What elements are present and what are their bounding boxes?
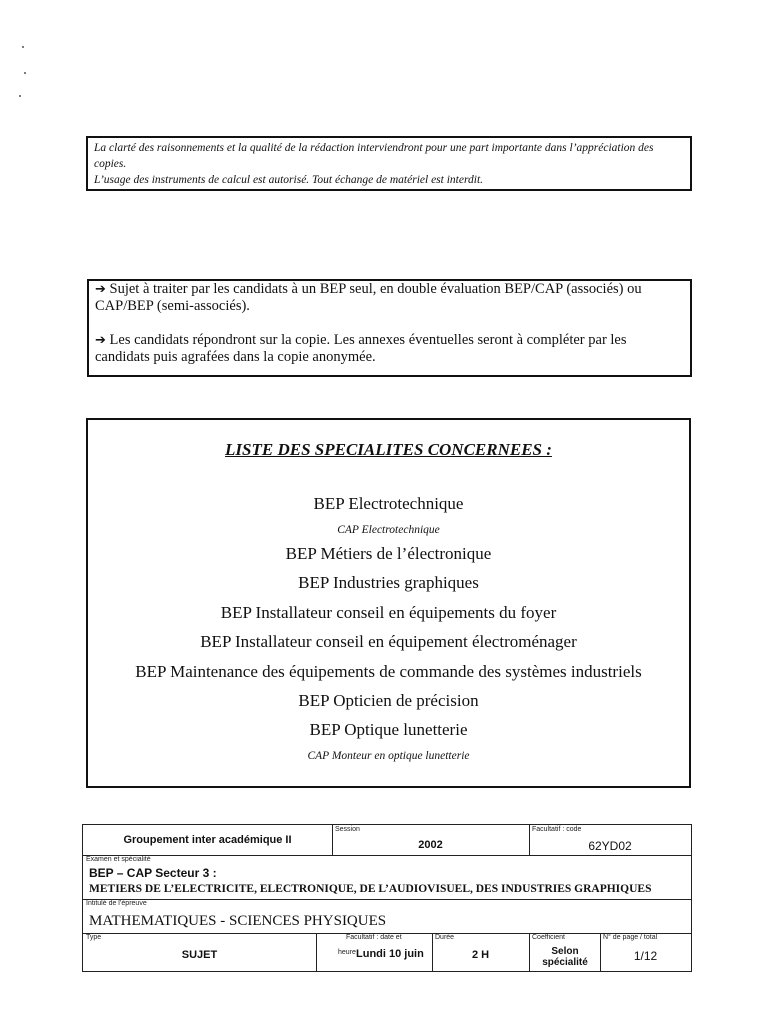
arrow-right-icon: ➔ (95, 282, 106, 297)
specialty-item: BEP Installateur conseil en équipement électroménager (200, 632, 577, 651)
date-label: Facultatif : date et (346, 934, 402, 941)
instructions-box (87, 279, 692, 377)
specialties-title: LISTE DES SPECIALITES CONCERNEES : (225, 440, 552, 459)
date-value: Lundi 10 juin (356, 948, 424, 960)
duree-value: 2 H (471, 949, 490, 961)
instruction-item-2 (95, 332, 684, 366)
specialty-item: BEP Opticien de précision (298, 691, 479, 710)
session-label: Session (335, 826, 360, 833)
exam-header-table (82, 824, 692, 972)
specialty-item: BEP Métiers de l’électronique (285, 544, 492, 563)
specialty-item: BEP Maintenance des équipements de commande des systèmes industriels (135, 662, 642, 681)
instruction-text-1: Sujet à traiter par les candidats à un BEP seul, en double évaluation BEP/CAP (associés) ou CAP/BEP (semi-associés). (95, 281, 642, 314)
specialty-item: BEP Electrotechnique (313, 494, 464, 513)
examen-line-2: METIERS DE L’ELECTRICITE, ELECTRONIQUE, DE L’AUDIOVISUEL, DES INDUSTRIES GRAPHIQUES (89, 883, 652, 895)
coefficient-value: Selon spécialité (542, 946, 588, 968)
rules-box (86, 136, 692, 191)
scan-speck (24, 72, 26, 74)
examen-line-1: BEP – CAP Secteur 3 : (89, 866, 217, 880)
instruction-item-1 (95, 281, 684, 315)
rules-text-1: La clarté des raisonnements et la qualité de la rédaction interviendront pour une part importante dans l’appréciation des copies. (94, 142, 654, 170)
scan-speck (19, 95, 21, 97)
type-label: Type (86, 934, 102, 941)
session-value: 2002 (418, 839, 443, 851)
specialties-box (86, 418, 691, 788)
page-value: 1/12 (633, 949, 658, 963)
heure-label: heure (338, 949, 356, 956)
specialty-item: BEP Industries graphiques (298, 573, 479, 592)
groupement-value: Groupement inter académique II (123, 834, 292, 846)
specialty-item: BEP Installateur conseil en équipements du foyer (220, 603, 557, 622)
examen-label: Examen et spécialité (86, 856, 151, 863)
facultatif-code-label: Facultatif : code (532, 826, 582, 833)
intitule-label: Intitulé de l’épreuve (86, 900, 147, 907)
specialty-item: CAP Monteur en optique lunetterie (307, 750, 470, 762)
exam-code-value: 62YD02 (588, 839, 632, 853)
arrow-right-icon: ➔ (95, 333, 106, 348)
coefficient-label: Coefficient (532, 934, 565, 941)
rules-text-2: L’usage des instruments de calcul est autorisé. Tout échange de matériel est interdit. (94, 174, 484, 186)
scan-speck (22, 46, 24, 48)
type-value: SUJET (181, 949, 218, 961)
page-label: N° de page / total (603, 934, 658, 941)
instruction-text-2: Les candidats répondront sur la copie. Les annexes éventuelles seront à compléter par les candidats puis agrafées dans la copie anonymée. (95, 332, 627, 365)
intitule-value: MATHEMATIQUES - SCIENCES PHYSIQUES (89, 913, 387, 929)
duree-label: Durée (435, 934, 455, 941)
specialty-item: CAP Electrotechnique (337, 524, 440, 536)
specialty-item: BEP Optique lunetterie (309, 720, 468, 739)
